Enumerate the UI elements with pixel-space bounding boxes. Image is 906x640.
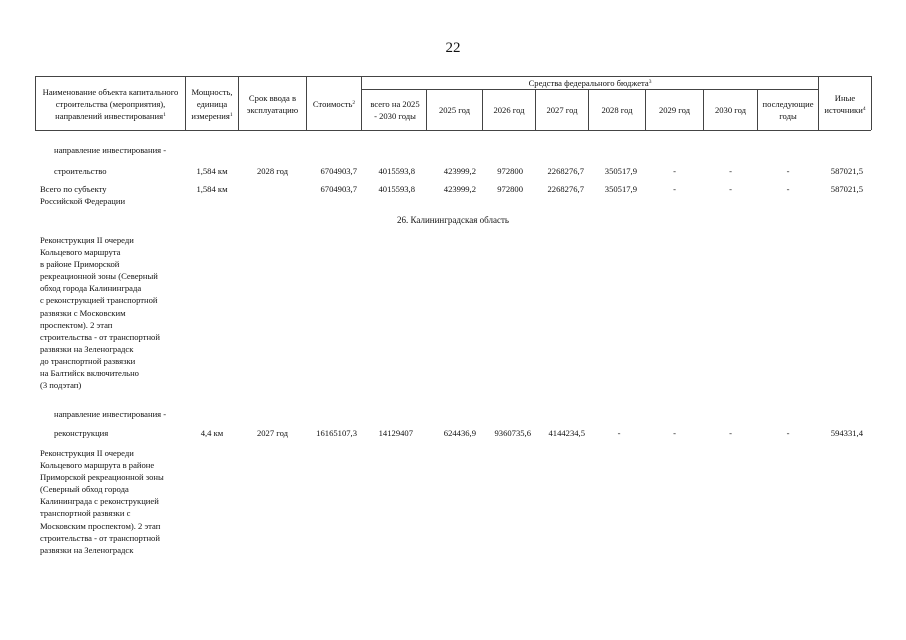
commission: 2028 год <box>256 166 289 176</box>
next-years: - <box>786 428 790 438</box>
y2029: - <box>673 184 676 194</box>
row-name: строительство <box>54 166 107 176</box>
y2028: - <box>617 428 621 438</box>
y2029: - <box>673 166 676 176</box>
header-2029: 2029 год <box>658 105 691 115</box>
commission: 2027 год <box>256 428 289 438</box>
capacity: 4,4 км <box>200 428 224 438</box>
header-2025: 2025 год <box>438 105 471 115</box>
total: 14129407 <box>378 428 413 438</box>
y2030: - <box>729 428 732 438</box>
row-name: Всего по субъекту Российской Федерации <box>40 184 126 207</box>
y2026: 972800 <box>497 184 523 194</box>
object-name: Реконструкция II очереди Кольцевого маршрута в районе Приморской рекреационной зоны (Северный обход города Калининграда с реконструкцией транспортной развязки с Московским проспектом). 2 этап строительства - от транспортной развязки на Зеленоградск до транспортной развязки на Балтийск включительно (3 подэтап) <box>40 235 160 391</box>
y2030: - <box>729 166 732 176</box>
y2026: 9360735,6 <box>494 428 531 438</box>
header-capacity: Мощность, единица измерения$^1$ <box>191 86 233 121</box>
y2028: 350517,9 <box>604 184 637 194</box>
row-name: реконструкция <box>54 428 109 438</box>
header-next-years: последующие годы <box>762 99 814 121</box>
next-years: - <box>786 184 790 194</box>
header-other-sources: Иные источники$^4$ <box>824 92 866 115</box>
header-name: Наименование объекта капитального строительства (мероприятия), направлений инвестирования$^1$ <box>42 86 179 121</box>
cost: 16165107,3 <box>316 428 357 438</box>
total: 4015593,8 <box>378 184 415 194</box>
header-2030: 2030 год <box>714 105 747 115</box>
total: 4015593,8 <box>378 166 415 176</box>
header-2028: 2028 год <box>601 105 633 115</box>
header-cost: Стоимость$^2$ <box>312 98 356 109</box>
header-2027: 2027 год <box>546 105 578 115</box>
y2027: 4144234,5 <box>548 428 585 438</box>
header-2026: 2026 год <box>493 105 525 115</box>
y2025: 423999,2 <box>443 184 476 194</box>
y2025: 624436,9 <box>443 428 476 438</box>
y2029: - <box>673 428 676 438</box>
capacity: 1,584 км <box>196 184 228 194</box>
direction-label: направление инвестирования - <box>54 145 167 155</box>
y2027: 2268276,7 <box>547 184 584 194</box>
y2026: 972800 <box>497 166 523 176</box>
y2028: 350517,9 <box>604 166 637 176</box>
y2027: 2268276,7 <box>547 166 584 176</box>
header-total: всего на 2025 - 2030 годы <box>370 99 420 121</box>
header-federal-budget: Средства федерального бюджета$^3$ <box>528 78 652 88</box>
other-sources: 587021,5 <box>830 166 863 176</box>
capacity: 1,584 км <box>196 166 228 176</box>
y2025: 423999,2 <box>443 166 476 176</box>
cost: 6704903,7 <box>320 184 357 194</box>
page-number: 22 <box>445 40 461 56</box>
cost: 6704903,7 <box>320 166 357 176</box>
other-sources: 587021,5 <box>830 184 863 194</box>
object-name: Реконструкция II очереди Кольцевого маршрута в районе Приморской рекреационной зоны (Северный обход города Калининграда с реконструкцией транспортной развязки с Московским проспектом). 2 этап строительства - от транспортной развязки на Зеленоградск <box>40 448 164 555</box>
next-years: - <box>786 166 790 176</box>
header-commission: Срок ввода в эксплуатацию <box>246 92 299 115</box>
direction-label: направление инвестирования - <box>54 409 167 419</box>
other-sources: 594331,4 <box>830 428 863 438</box>
y2030: - <box>729 184 732 194</box>
region-title: 26. Калининградская область <box>397 215 509 225</box>
